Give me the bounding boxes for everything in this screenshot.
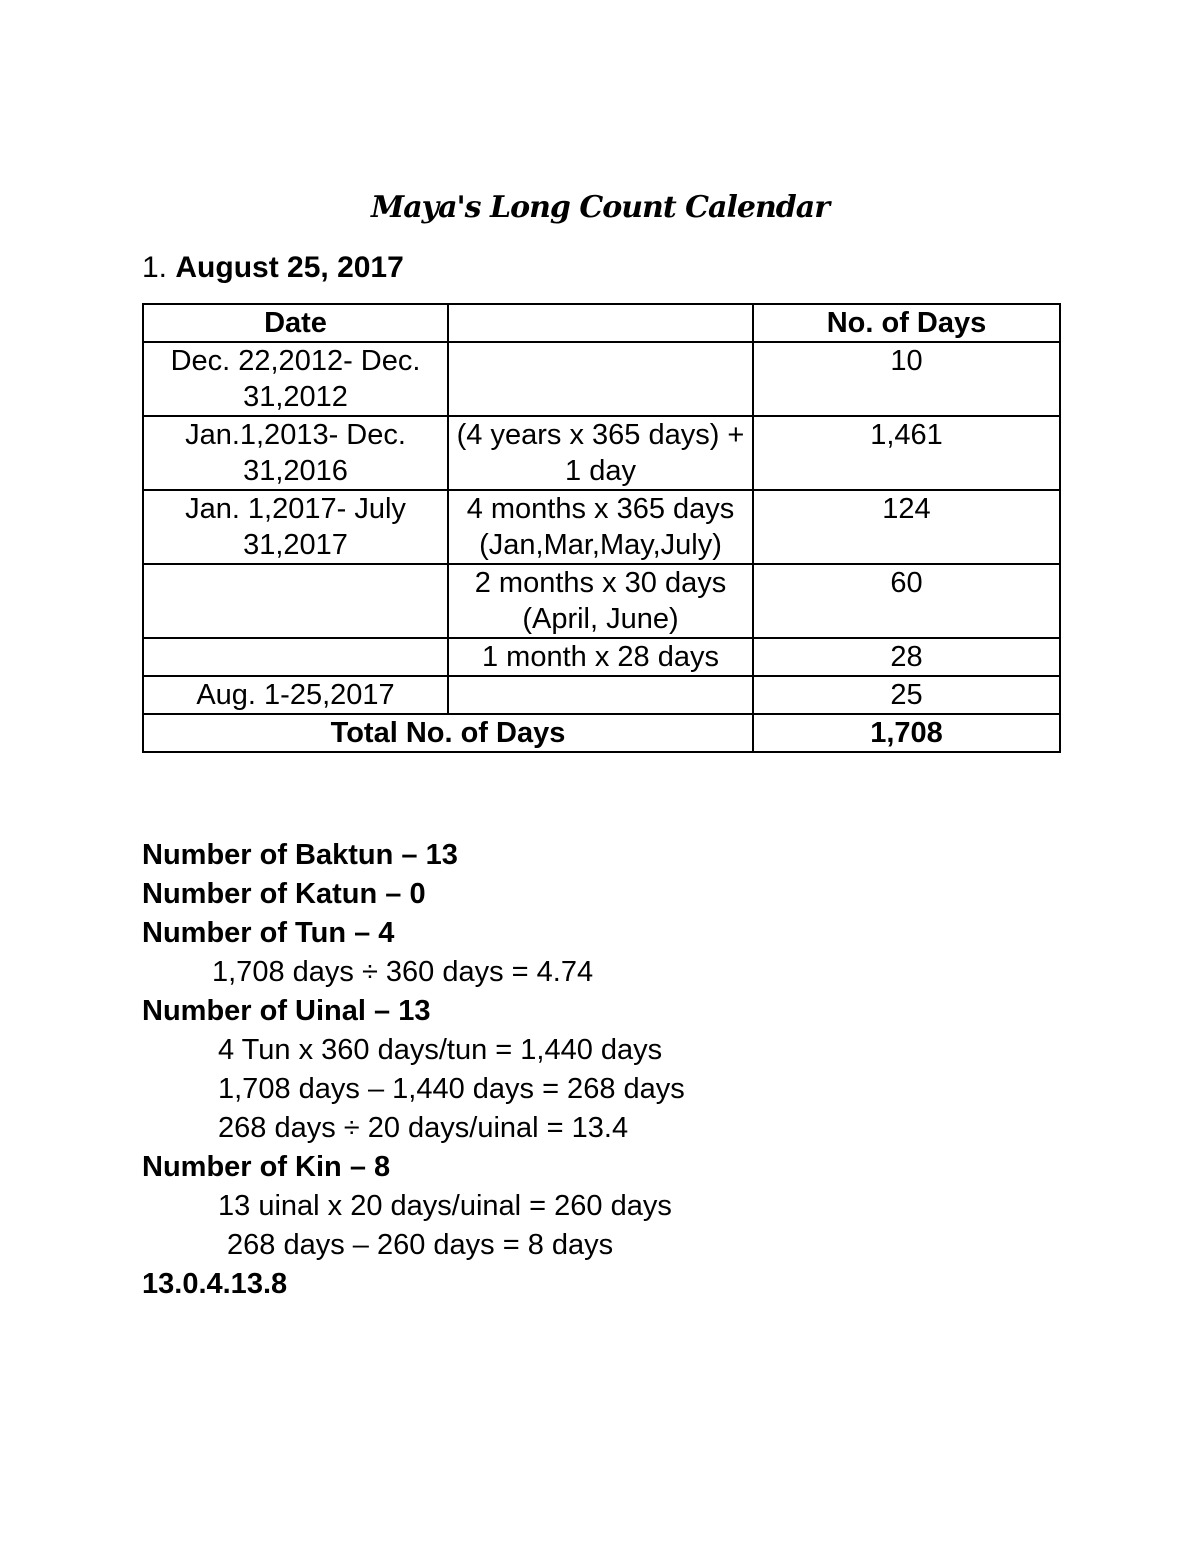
- row-days: 25: [753, 676, 1060, 714]
- baktun-line: Number of Baktun – 13: [142, 839, 458, 871]
- table-row: [143, 416, 1060, 490]
- table-row: [143, 564, 1060, 638]
- tun-calculation: 1,708 days ÷ 360 days = 4.74: [212, 956, 594, 988]
- kin-line: Number of Kin – 8: [142, 1151, 391, 1183]
- row-date: [143, 638, 448, 676]
- question-number: 1.: [142, 251, 168, 284]
- page-title: Maya's Long Count Calendar: [370, 190, 829, 225]
- uinal-line: Number of Uinal – 13: [142, 995, 431, 1027]
- row-days: 60: [753, 564, 1060, 638]
- uinal-calculation-3: 268 days ÷ 20 days/uinal = 13.4: [218, 1112, 629, 1144]
- kin-calculation-1: 13 uinal x 20 days/uinal = 260 days: [218, 1190, 672, 1222]
- table-row: [143, 342, 1060, 416]
- uinal-calculation-1: 4 Tun x 360 days/tun = 1,440 days: [218, 1034, 663, 1066]
- row-computation: 4 months x 365 days (Jan,Mar,May,July): [448, 490, 753, 564]
- question-date: August 25, 2017: [175, 251, 404, 284]
- row-days: 1,461: [753, 416, 1060, 490]
- header-days: No. of Days: [753, 304, 1060, 342]
- days-table: [142, 303, 1061, 753]
- row-days: 124: [753, 490, 1060, 564]
- question-heading: [142, 250, 404, 286]
- row-date: Aug. 1-25,2017: [143, 676, 448, 714]
- row-days: 10: [753, 342, 1060, 416]
- row-computation: 1 month x 28 days: [448, 638, 753, 676]
- total-label: Total No. of Days: [143, 714, 753, 752]
- header-computation: [448, 304, 753, 342]
- row-computation: [448, 342, 753, 416]
- table-row: [143, 676, 1060, 714]
- row-date: Dec. 22,2012- Dec. 31,2012: [143, 342, 448, 416]
- row-computation: [448, 676, 753, 714]
- total-value: 1,708: [753, 714, 1060, 752]
- row-date: [143, 564, 448, 638]
- row-date: Jan. 1,2017- July 31,2017: [143, 490, 448, 564]
- header-date: Date: [143, 304, 448, 342]
- long-count-summary: [142, 836, 685, 1304]
- table-header-row: [143, 304, 1060, 342]
- row-computation: (4 years x 365 days) + 1 day: [448, 416, 753, 490]
- table-row: [143, 490, 1060, 564]
- table-total-row: [143, 714, 1060, 752]
- kin-calculation-2: 268 days – 260 days = 8 days: [227, 1229, 614, 1261]
- uinal-calculation-2: 1,708 days – 1,440 days = 268 days: [218, 1073, 685, 1105]
- long-count-result: 13.0.4.13.8: [142, 1268, 288, 1300]
- table-row: [143, 638, 1060, 676]
- row-days: 28: [753, 638, 1060, 676]
- tun-line: Number of Tun – 4: [142, 917, 395, 949]
- row-date: Jan.1,2013- Dec. 31,2016: [143, 416, 448, 490]
- row-computation: 2 months x 30 days (April, June): [448, 564, 753, 638]
- katun-line: Number of Katun – 0: [142, 878, 426, 910]
